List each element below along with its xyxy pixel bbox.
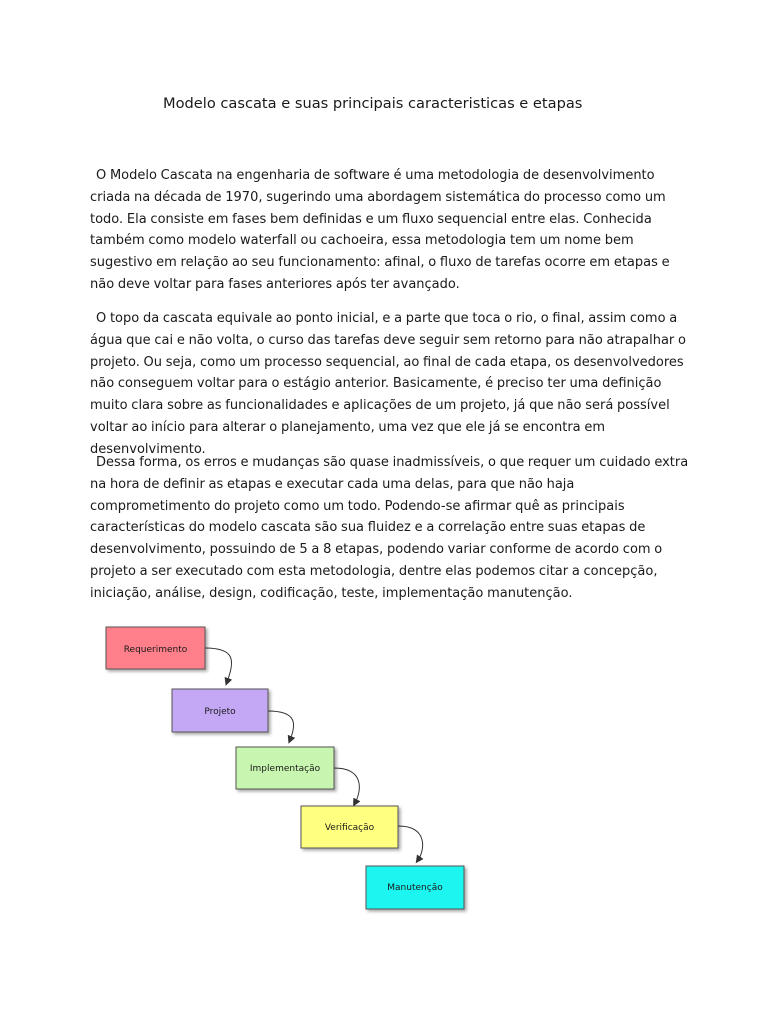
paragraph-1: O Modelo Cascata na engenharia de software é uma metodologia de desenvolvimento criada na década de 1970, sugerindo uma abordagem sistemática do processo como um todo. Ela consiste em fases bem definidas e um fluxo sequencial entre elas. Conhecida também como modelo waterfall ou cachoeira, essa metodologia tem um nome bem sugestivo em relação ao seu funcionamento: afinal, o fluxo de tarefas ocorre em etapas e não deve voltar para fases anteriores após ter avançado. xyxy=(90,168,670,292)
arrow-implementacao-verificacao xyxy=(334,768,359,803)
document-title: Modelo cascata e suas principais caracteristicas e etapas xyxy=(163,95,583,112)
stage-label: Implementação xyxy=(249,764,321,774)
arrow-requerimento-projeto xyxy=(205,648,232,682)
stage-manutencao xyxy=(366,866,464,909)
stage-label: Verificação xyxy=(324,823,375,833)
paragraph-3: Dessa forma, os erros e mudanças são quase inadmissíveis, o que requer um cuidado extra na hora de definir as etapas e executar cada uma delas, para que não haja comprometimento do projeto como um todo. Podendo-se afirmar quê as principais características do modelo cascata são sua fluidez e a correlação entre suas etapas de desenvolvimento, possuindo de 5 a 8 etapas, podendo variar conforme de acordo com o projeto a ser executado com esta metodologia, dentre elas podemos citar a concepção, iniciação, análise, design, codificação, teste, implementação manutenção. xyxy=(90,455,689,601)
stage-label: Manutenção xyxy=(387,883,443,893)
stage-label: Requerimento xyxy=(123,645,188,655)
stage-verificacao xyxy=(301,806,398,848)
paragraph-2: O topo da cascata equivale ao ponto inicial, e a parte que toca o rio, o final, assim como a água que cai e não volta, o curso das tarefas deve seguir sem retorno para não atrapalhar o projeto. Ou seja, como um processo sequencial, ao final de cada etapa, os desenvolvedores não conseguem voltar para o estágio anterior. Basicamente, é preciso ter uma definição muito clara sobre as funcionalidades e aplicações de um projeto, já que não será possível voltar ao início para alterar o planejamento, uma vez que ele já se encontra em desenvolvimento. xyxy=(90,311,686,457)
arrow-projeto-implementacao xyxy=(268,711,294,740)
stage-implementacao xyxy=(236,747,334,789)
arrow-verificacao-manutencao xyxy=(398,826,423,860)
stage-requerimento xyxy=(106,627,205,669)
stage-projeto xyxy=(172,689,268,732)
stage-label: Projeto xyxy=(204,707,236,717)
